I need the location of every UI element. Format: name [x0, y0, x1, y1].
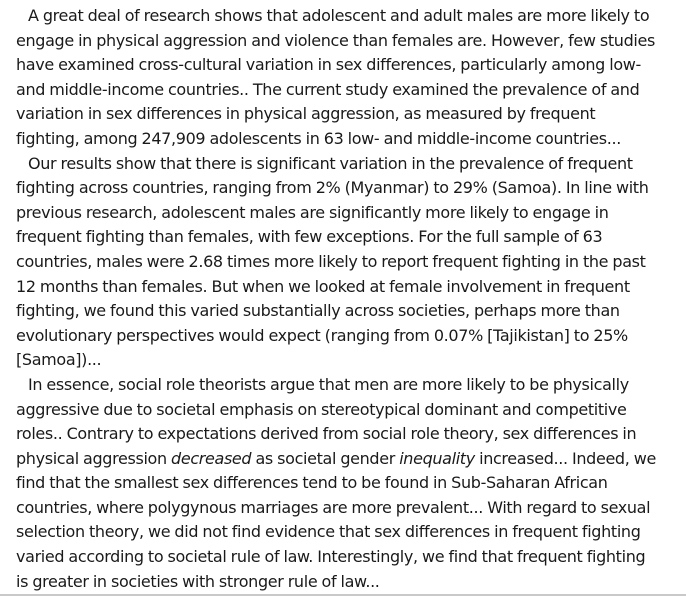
text-line: selection theory, we did not find evidence that sex differences in frequent fighting [16, 522, 641, 542]
text-line: aggressive due to societal emphasis on stereotypical dominant and competitive [16, 399, 627, 419]
text-line: fighting, among 247,909 adolescents in 63 low- and middle-income countries... [16, 128, 621, 148]
text-line: 12 months than females. But when we looked at female involvement in frequent [16, 276, 630, 296]
emphasis-decreased: decreased [171, 448, 252, 468]
emphasis-inequality: inequality [399, 448, 475, 468]
paragraph-3 [4, 373, 680, 594]
paragraph-2 [4, 152, 680, 373]
text-line-emphasis [4, 447, 680, 472]
text-segment: physical aggression [16, 448, 172, 468]
text-line: countries, males were 2.68 times more likely to report frequent fighting in the past [16, 251, 646, 271]
text-line: countries, where polygynous marriages are more prevalent... With regard to sexual [16, 497, 651, 517]
text-line: frequent fighting than females, with few exceptions. For the full sample of 63 [16, 227, 603, 247]
text-segment: as societal gender [251, 448, 400, 468]
text-line: engage in physical aggression and violence than females are. However, few studies [16, 30, 655, 50]
text-line: is greater in societies with stronger rule of law... [16, 571, 380, 591]
document-body [4, 4, 680, 594]
text-line: variation in sex differences in physical aggression, as measured by frequent [16, 104, 596, 124]
text-line: fighting across countries, ranging from 2% (Myanmar) to 29% (Samoa). In line with [16, 178, 649, 198]
bottom-divider [0, 594, 686, 596]
text-line: varied according to societal rule of law. Interestingly, we find that frequent fighting [16, 547, 646, 567]
text-line: have examined cross-cultural variation in sex differences, particularly among low- [16, 55, 641, 75]
text-line: A great deal of research shows that adolescent and adult males are more likely to [28, 6, 650, 25]
text-line: roles.. Contrary to expectations derived from social role theory, sex differences in [16, 424, 637, 444]
text-line: In essence, social role theorists argue that men are more likely to be physically [28, 374, 629, 394]
text-line: [Samoa])... [16, 350, 102, 370]
text-line: previous research, adolescent males are significantly more likely to engage in [16, 202, 609, 222]
text-line: evolutionary perspectives would expect (ranging from 0.07% [Tajikistan] to 25% [16, 325, 628, 345]
text-segment: increased... Indeed, we [474, 448, 656, 468]
text-line: fighting, we found this varied substantially across societies, perhaps more than [16, 301, 620, 321]
text-line: find that the smallest sex differences tend to be found in Sub-Saharan African [16, 473, 608, 493]
text-line: and middle-income countries.. The current study examined the prevalence of and [16, 79, 640, 99]
text-line: Our results show that there is significant variation in the prevalence of frequent [28, 153, 633, 173]
paragraph-1 [4, 4, 680, 152]
